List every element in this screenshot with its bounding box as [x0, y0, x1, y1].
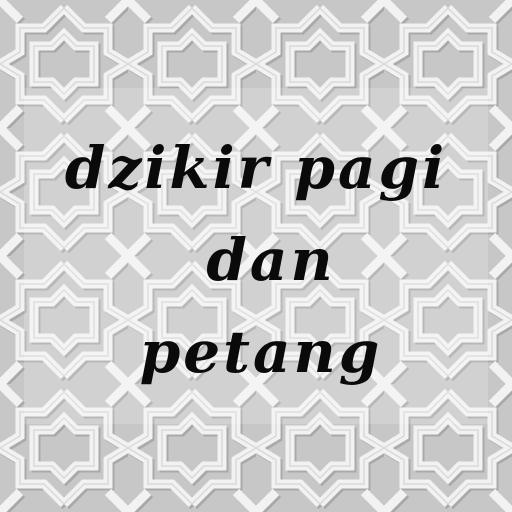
app-title: [0, 122, 512, 398]
title-line-1: dzikir pagi: [64, 134, 448, 202]
title-line-2: dan: [206, 226, 336, 294]
title-line-3: petang: [139, 318, 383, 386]
